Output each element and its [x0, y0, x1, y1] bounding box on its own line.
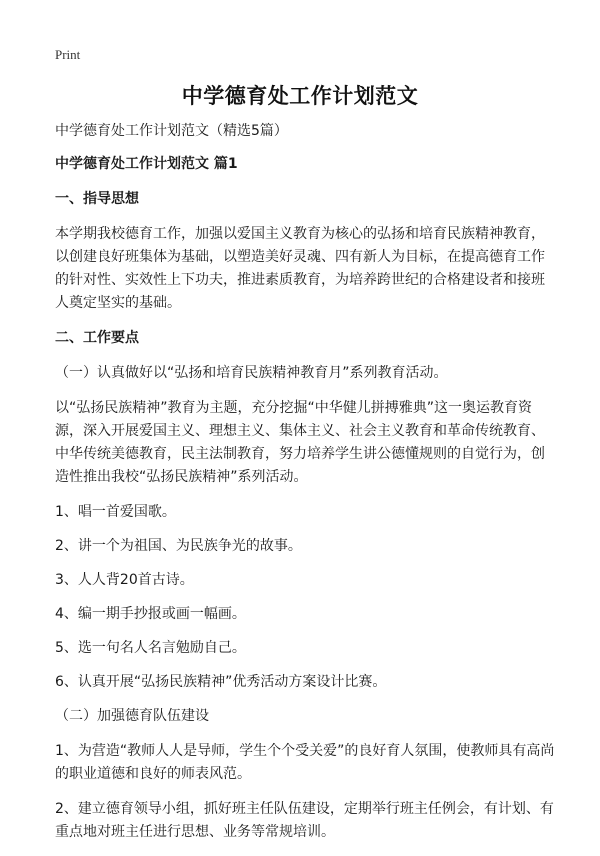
section-paragraph: 本学期我校德育工作，加强以爱国主义教育为核心的弘扬和培育民族精神教育，以创建良好班集体为基础，以塑造美好灵魂、四有新人为目标，在提高德育工作的针对性、实效性上下功夫，推进素质教育，为培养跨世纪的合格建设者和接班人奠定坚实的基础。 — [55, 226, 545, 311]
article-heading: 中学德育处工作计划范文 篇1 — [55, 156, 238, 172]
document-body — [55, 120, 555, 856]
list-item: 2、讲一个为祖国、为民族争光的故事。 — [55, 538, 302, 554]
section-paragraph: 2、建立德育领导小组，抓好班主任队伍建设，定期举行班主任例会，有计划、有重点地对班主任进行思想、业务等常规培训。 — [55, 801, 554, 840]
list-item: 6、认真开展“弘扬民族精神”优秀活动方案设计比赛。 — [55, 674, 387, 690]
section-paragraph: 1、为营造“教师人人是导师，学生个个受关爱”的良好育人氛围，使教师具有高尚的职业道德和良好的师表风范。 — [55, 743, 555, 782]
list-item: 5、选一句名人名言勉励自己。 — [55, 640, 246, 656]
document-subtitle: 中学德育处工作计划范文（精选5篇） — [55, 123, 288, 139]
page-title: 中学德育处工作计划范文 — [181, 84, 419, 108]
section-paragraph: 以“弘扬民族精神”教育为主题，充分挖掘“中华健儿拼搏雅典”这一奥运教育资源，深入开展爱国主义、理想主义、集体主义、社会主义教育和革命传统教育、中华传统美德教育，民主法制教育，努力培养学生讲公德懂规则的自觉行为，创造性推出我校“弘扬民族精神”系列活动。 — [55, 400, 545, 485]
list-item: 4、编一期手抄报或画一幅画。 — [55, 606, 246, 622]
list-item: 3、人人背20首古诗。 — [55, 572, 194, 588]
subsection-heading: （一）认真做好以“弘扬和培育民族精神教育月”系列教育活动。 — [55, 365, 448, 381]
print-link[interactable]: Print — [55, 47, 81, 62]
subsection-heading: （二）加强德育队伍建设 — [55, 708, 209, 724]
section-heading-guiding-ideology: 一、指导思想 — [55, 191, 139, 207]
section-heading-work-points: 二、工作要点 — [55, 330, 139, 346]
list-item: 1、唱一首爱国歌。 — [55, 504, 176, 520]
